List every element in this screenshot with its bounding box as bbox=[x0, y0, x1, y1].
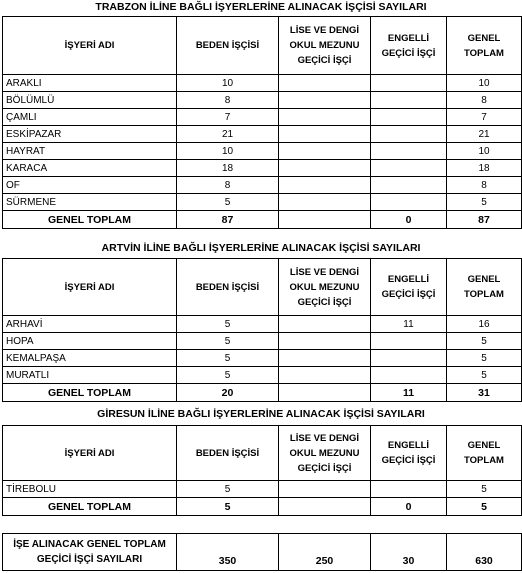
cell-value bbox=[371, 109, 447, 126]
cell-name: HAYRAT bbox=[3, 143, 177, 160]
cell-value: 5 bbox=[177, 194, 279, 211]
grand-total-beden: 350 bbox=[177, 534, 279, 571]
cell-value: 5 bbox=[447, 481, 522, 498]
header-lise-mezunu: LİSE VE DENGİ OKUL MEZUNU GEÇİCİ İŞÇİ bbox=[279, 259, 371, 316]
total-value: 11 bbox=[371, 384, 447, 402]
cell-value bbox=[371, 92, 447, 109]
cell-value bbox=[279, 177, 371, 194]
total-value: 87 bbox=[177, 211, 279, 229]
total-value bbox=[279, 384, 371, 402]
cell-value: 11 bbox=[371, 316, 447, 333]
cell-value: 5 bbox=[447, 367, 522, 384]
total-value: 0 bbox=[371, 211, 447, 229]
total-label: GENEL TOPLAM bbox=[3, 498, 177, 516]
total-label: GENEL TOPLAM bbox=[3, 211, 177, 229]
cell-name: ARAKLI bbox=[3, 75, 177, 92]
table-row bbox=[3, 194, 522, 211]
cell-value: 18 bbox=[177, 160, 279, 177]
header-isyeri-adi: İŞYERİ ADI bbox=[3, 17, 177, 75]
cell-value bbox=[279, 316, 371, 333]
cell-value: 18 bbox=[447, 160, 522, 177]
cell-name: HOPA bbox=[3, 333, 177, 350]
total-value: 20 bbox=[177, 384, 279, 402]
table-trabzon bbox=[2, 16, 522, 229]
cell-value: 10 bbox=[447, 143, 522, 160]
cell-value bbox=[371, 143, 447, 160]
cell-value bbox=[371, 367, 447, 384]
header-isyeri-adi: İŞYERİ ADI bbox=[3, 259, 177, 316]
cell-value bbox=[279, 194, 371, 211]
header-engelli: ENGELLİ GEÇİCİ İŞÇİ bbox=[371, 259, 447, 316]
grand-total-label-line1: İŞE ALINACAK GENEL TOPLAM bbox=[13, 539, 166, 550]
total-value bbox=[279, 211, 371, 229]
cell-name: ESKİPAZAR bbox=[3, 126, 177, 143]
cell-value: 5 bbox=[177, 350, 279, 367]
table-row bbox=[3, 177, 522, 194]
cell-value: 10 bbox=[177, 75, 279, 92]
header-engelli: ENGELLİ GEÇİCİ İŞÇİ bbox=[371, 17, 447, 75]
cell-value bbox=[371, 160, 447, 177]
header-row bbox=[3, 17, 522, 75]
section-title-artvin: ARTVİN İLİNE BAĞLI İŞYERLERİNE ALINACAK İŞÇİSİ SAYILARI bbox=[101, 242, 421, 254]
header-lise-mezunu: LİSE VE DENGİ OKUL MEZUNU GEÇİCİ İŞÇİ bbox=[279, 17, 371, 75]
total-label: GENEL TOPLAM bbox=[3, 384, 177, 402]
table-row bbox=[3, 92, 522, 109]
header-beden-iscisi: BEDEN İŞÇİSİ bbox=[177, 17, 279, 75]
cell-value: 5 bbox=[177, 333, 279, 350]
cell-value bbox=[371, 481, 447, 498]
total-value: 87 bbox=[447, 211, 522, 229]
cell-value bbox=[371, 350, 447, 367]
table-row bbox=[3, 333, 522, 350]
cell-value bbox=[279, 367, 371, 384]
cell-value: 8 bbox=[447, 92, 522, 109]
table-artvin bbox=[2, 258, 522, 402]
total-row bbox=[3, 211, 522, 229]
cell-value: 5 bbox=[177, 481, 279, 498]
header-lise-mezunu: LİSE VE DENGİ OKUL MEZUNU GEÇİCİ İŞÇİ bbox=[279, 426, 371, 481]
grand-total-row bbox=[3, 534, 522, 571]
cell-value bbox=[279, 481, 371, 498]
grand-total-lise: 250 bbox=[279, 534, 371, 571]
header-row bbox=[3, 426, 522, 481]
grand-total-label bbox=[3, 534, 177, 571]
header-row bbox=[3, 259, 522, 316]
cell-value bbox=[279, 160, 371, 177]
cell-value: 21 bbox=[177, 126, 279, 143]
cell-value bbox=[371, 126, 447, 143]
table-row bbox=[3, 316, 522, 333]
cell-value: 21 bbox=[447, 126, 522, 143]
cell-name: KARACA bbox=[3, 160, 177, 177]
cell-name: ÇAMLI bbox=[3, 109, 177, 126]
cell-value: 10 bbox=[447, 75, 522, 92]
cell-value bbox=[371, 333, 447, 350]
cell-name: BÖLÜMLÜ bbox=[3, 92, 177, 109]
header-beden-iscisi: BEDEN İŞÇİSİ bbox=[177, 259, 279, 316]
cell-value: 5 bbox=[447, 350, 522, 367]
cell-value bbox=[279, 109, 371, 126]
cell-value bbox=[279, 75, 371, 92]
grand-total-label-line2: GEÇİCİ İŞÇİ SAYILARI bbox=[36, 554, 143, 565]
section-title-trabzon: TRABZON İLİNE BAĞLI İŞYERLERİNE ALINACAK İŞÇİSİ SAYILARI bbox=[95, 1, 427, 13]
cell-value: 8 bbox=[177, 92, 279, 109]
header-beden-iscisi: BEDEN İŞÇİSİ bbox=[177, 426, 279, 481]
cell-value: 7 bbox=[177, 109, 279, 126]
table-row bbox=[3, 143, 522, 160]
table-row bbox=[3, 481, 522, 498]
header-genel-toplam: GENEL TOPLAM bbox=[447, 259, 522, 316]
total-row bbox=[3, 498, 522, 516]
grand-total-engelli: 30 bbox=[371, 534, 447, 571]
cell-value bbox=[279, 143, 371, 160]
section-title-giresun: GİRESUN İLİNE BAĞLI İŞYERLERİNE ALINACAK İŞÇİSİ SAYILARI bbox=[97, 408, 425, 420]
table-row bbox=[3, 367, 522, 384]
grand-total-genel: 630 bbox=[447, 534, 522, 571]
table-giresun bbox=[2, 425, 522, 516]
cell-value: 8 bbox=[177, 177, 279, 194]
cell-name: KEMALPAŞA bbox=[3, 350, 177, 367]
table-row bbox=[3, 126, 522, 143]
total-value: 5 bbox=[177, 498, 279, 516]
header-isyeri-adi: İŞYERİ ADI bbox=[3, 426, 177, 481]
cell-value bbox=[371, 177, 447, 194]
cell-name: TİREBOLU bbox=[3, 481, 177, 498]
total-value: 0 bbox=[371, 498, 447, 516]
cell-value: 10 bbox=[177, 143, 279, 160]
header-genel-toplam: GENEL TOPLAM bbox=[447, 17, 522, 75]
total-row bbox=[3, 384, 522, 402]
total-value bbox=[279, 498, 371, 516]
cell-value bbox=[279, 350, 371, 367]
header-genel-toplam: GENEL TOPLAM bbox=[447, 426, 522, 481]
cell-value bbox=[371, 75, 447, 92]
cell-value bbox=[279, 92, 371, 109]
cell-value: 16 bbox=[447, 316, 522, 333]
cell-name: OF bbox=[3, 177, 177, 194]
cell-name: ARHAVİ bbox=[3, 316, 177, 333]
header-engelli: ENGELLİ GEÇİCİ İŞÇİ bbox=[371, 426, 447, 481]
cell-value bbox=[371, 194, 447, 211]
cell-name: MURATLI bbox=[3, 367, 177, 384]
cell-value bbox=[279, 333, 371, 350]
cell-value: 5 bbox=[177, 367, 279, 384]
table-row bbox=[3, 160, 522, 177]
table-row bbox=[3, 350, 522, 367]
cell-value bbox=[279, 126, 371, 143]
table-row bbox=[3, 75, 522, 92]
table-row bbox=[3, 109, 522, 126]
cell-value: 5 bbox=[177, 316, 279, 333]
cell-value: 5 bbox=[447, 194, 522, 211]
total-value: 5 bbox=[447, 498, 522, 516]
table-grand-total bbox=[2, 533, 522, 571]
cell-value: 8 bbox=[447, 177, 522, 194]
total-value: 31 bbox=[447, 384, 522, 402]
cell-value: 7 bbox=[447, 109, 522, 126]
cell-value: 5 bbox=[447, 333, 522, 350]
cell-name: SÜRMENE bbox=[3, 194, 177, 211]
